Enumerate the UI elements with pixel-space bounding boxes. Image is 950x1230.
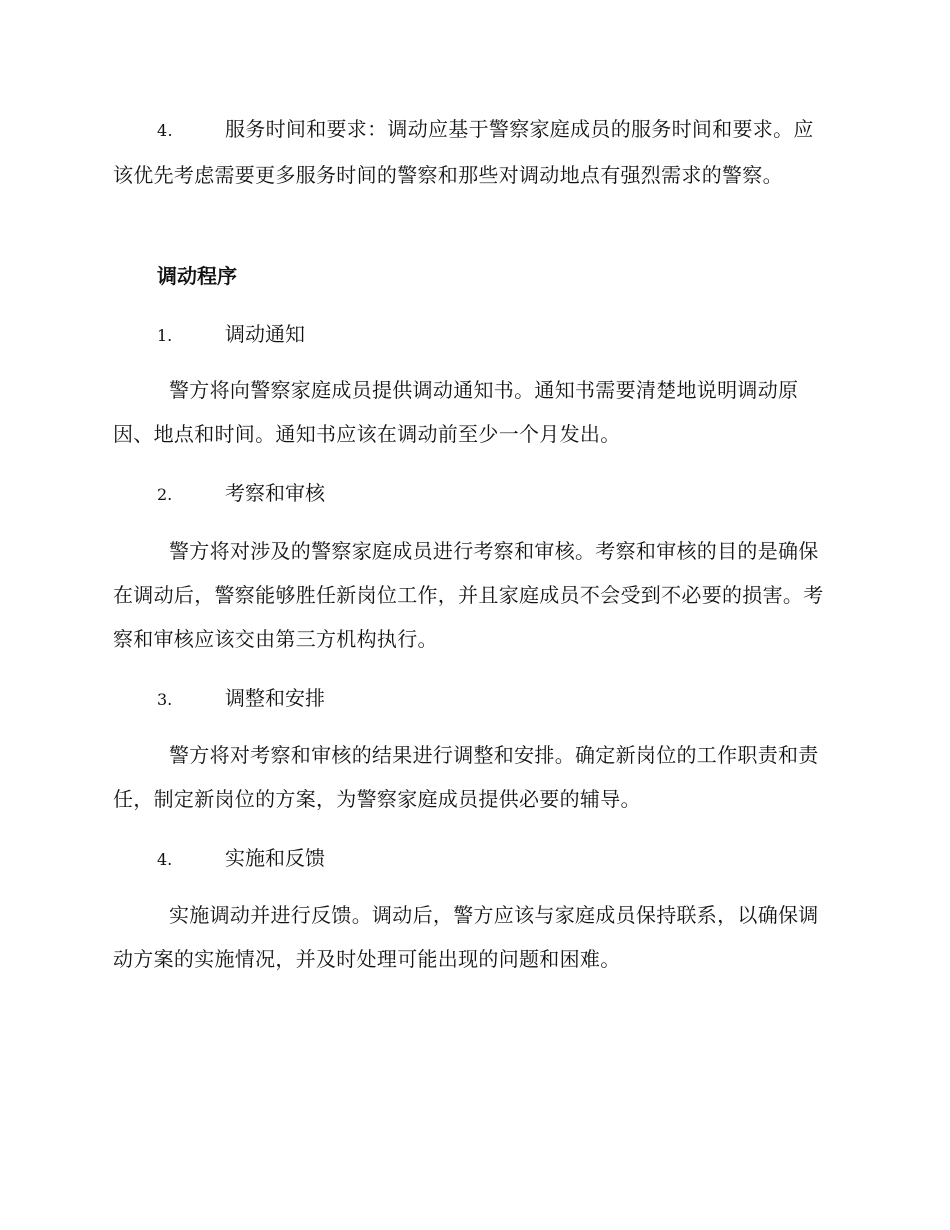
step-3-body: 警方将对考察和审核的结果进行调整和安排。确定新岗位的工作职责和责任，制定新岗位的方案，为警察家庭成员提供必要的辅导。 — [113, 743, 819, 811]
step-4-body: 实施调动并进行反馈。调动后，警方应该与家庭成员保持联系，以确保调动方案的实施情况，并及时处理可能出现的问题和困难。 — [113, 903, 819, 971]
step-4-title — [157, 836, 325, 880]
step-2-body: 警方将对涉及的警察家庭成员进行考察和审核。考察和审核的目的是确保在调动后，警察能够胜任新岗位工作，并且家庭成员不会受到不必要的损害。考察和审核应该交由第三方机构执行。 — [113, 539, 824, 651]
step-2-number: 2. — [157, 485, 173, 504]
step-2-title — [157, 471, 325, 515]
step-1-body: 警方将向警察家庭成员提供调动通知书。通知书需要清楚地说明调动原因、地点和时间。通知书应该在调动前至少一个月发出。 — [113, 378, 799, 446]
step-4-title-text: 实施和反馈 — [225, 846, 325, 870]
step-3-number: 3. — [157, 690, 173, 709]
step-1-number: 1. — [157, 326, 173, 345]
step-2-title-text: 考察和审核 — [225, 481, 325, 505]
intro-text: 服务时间和要求：调动应基于警察家庭成员的服务时间和要求。应该优先考虑需要更多服务时间的警察和那些对调动地点有强烈需求的警察。 — [113, 117, 814, 187]
step-1-title-text: 调动通知 — [225, 322, 305, 346]
step-3-title-text: 调整和安排 — [225, 686, 325, 710]
intro-number: 4. — [157, 121, 173, 140]
intro-paragraph — [113, 107, 829, 197]
section-heading: 调动程序 — [157, 264, 237, 288]
step-1-title — [157, 312, 305, 356]
step-3-title — [157, 676, 325, 720]
step-4-number: 4. — [157, 850, 173, 869]
